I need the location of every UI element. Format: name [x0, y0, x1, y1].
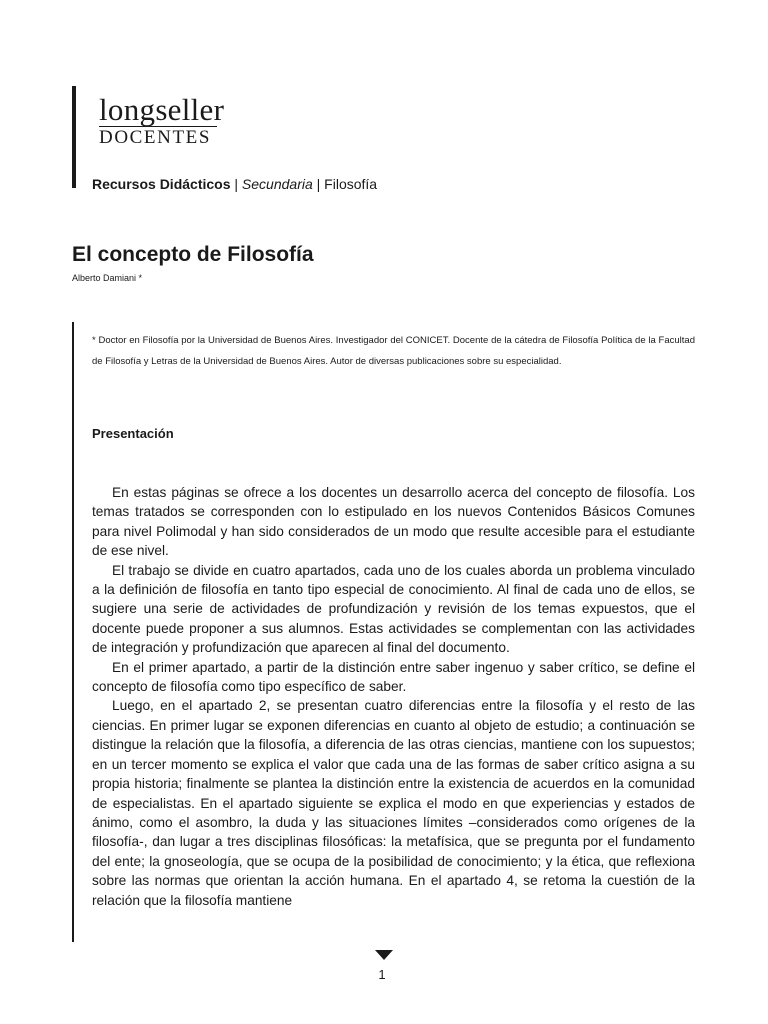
- body-paragraph: En el primer apartado, a partir de la distinción entre saber ingenuo y saber crítico, se define el concepto de filosofía como tipo específico de saber.: [92, 659, 695, 695]
- category-separator: |: [316, 176, 321, 192]
- category-breadcrumb: [92, 176, 377, 192]
- page-number: 1: [378, 967, 386, 982]
- body-text: [92, 483, 695, 910]
- category-separator: |: [234, 176, 239, 192]
- author-name: Alberto Damiani *: [72, 273, 143, 283]
- body-paragraph: El trabajo se divide en cuatro apartados, cada uno de los cuales aborda un problema vinculado a la definición de filosofía en tanto tipo especial de conocimiento. Al final de cada uno de ellos, se sugiere una serie de actividades de profundización y revisión de los temas expuestos, que el docente puede proponer a sus alumnos. Estas actividades se complementan con las actividades de integración y profundización que aparecen al final del documento.: [92, 562, 695, 656]
- body-paragraph: Luego, en el apartado 2, se presentan cuatro diferencias entre la filosofía y el resto de las ciencias. En primer lugar se exponen diferencias en cuanto al objeto de estudio; a continuación se distingue la relación que la filosofía, a diferencia de las otras ciencias, mantiene con los supuestos; en un tercer momento se explica el valor que cada una de las formas de saber crítico asigna a su propia historia; finalmente se plantea la distinción entre la existencia de acuerdos en la comunidad de especialistas. En el apartado siguiente se explica el modo en que experiencias y estados de ánimo, como el asombro, la duda y las situaciones límites –considerados como orígenes de la filosofía-, dan lugar a tres disciplinas filosóficas: la metafísica, que se pregunta por el fundamento del ente; la gnoseología, que se ocupa de la posibilidad de conocimiento; y la ética, que reflexiona sobre las normas que orientan la acción humana. En el apartado 4, se retoma la cuestión de la relación que la filosofía mantiene: [92, 698, 695, 908]
- category-level: Secundaria: [241, 176, 313, 192]
- publisher-logo: [99, 94, 224, 147]
- section-heading: Presentación: [92, 426, 174, 441]
- header-accent-rule: [72, 86, 76, 188]
- document-title: El concepto de Filosofía: [72, 243, 314, 266]
- author-footnote: * Doctor en Filosofía por la Universidad de Buenos Aires. Investigador del CONICET. Docente de la cátedra de Filosofía Política de la Facultad de Filosofía y Letras de la Universidad de Buenos Aires. Autor de diversas publicaciones sobre su especialidad.: [92, 335, 695, 367]
- triangle-down-icon: [375, 950, 393, 960]
- category-subject: Filosofía: [324, 176, 378, 192]
- logo-subtitle: DOCENTES: [99, 126, 217, 147]
- body-margin-rule: [72, 322, 74, 942]
- category-main: Recursos Didácticos: [92, 176, 231, 192]
- logo-wordmark: longseller: [99, 92, 225, 127]
- body-paragraph: En estas páginas se ofrece a los docentes un desarrollo acerca del concepto de filosofía. Los temas tratados se corresponden con lo estipulado en los nuevos Contenidos Básicos Comunes para nivel Polimodal y han sido considerados de un modo que resulte accesible para el estudiante de ese nivel.: [92, 485, 695, 559]
